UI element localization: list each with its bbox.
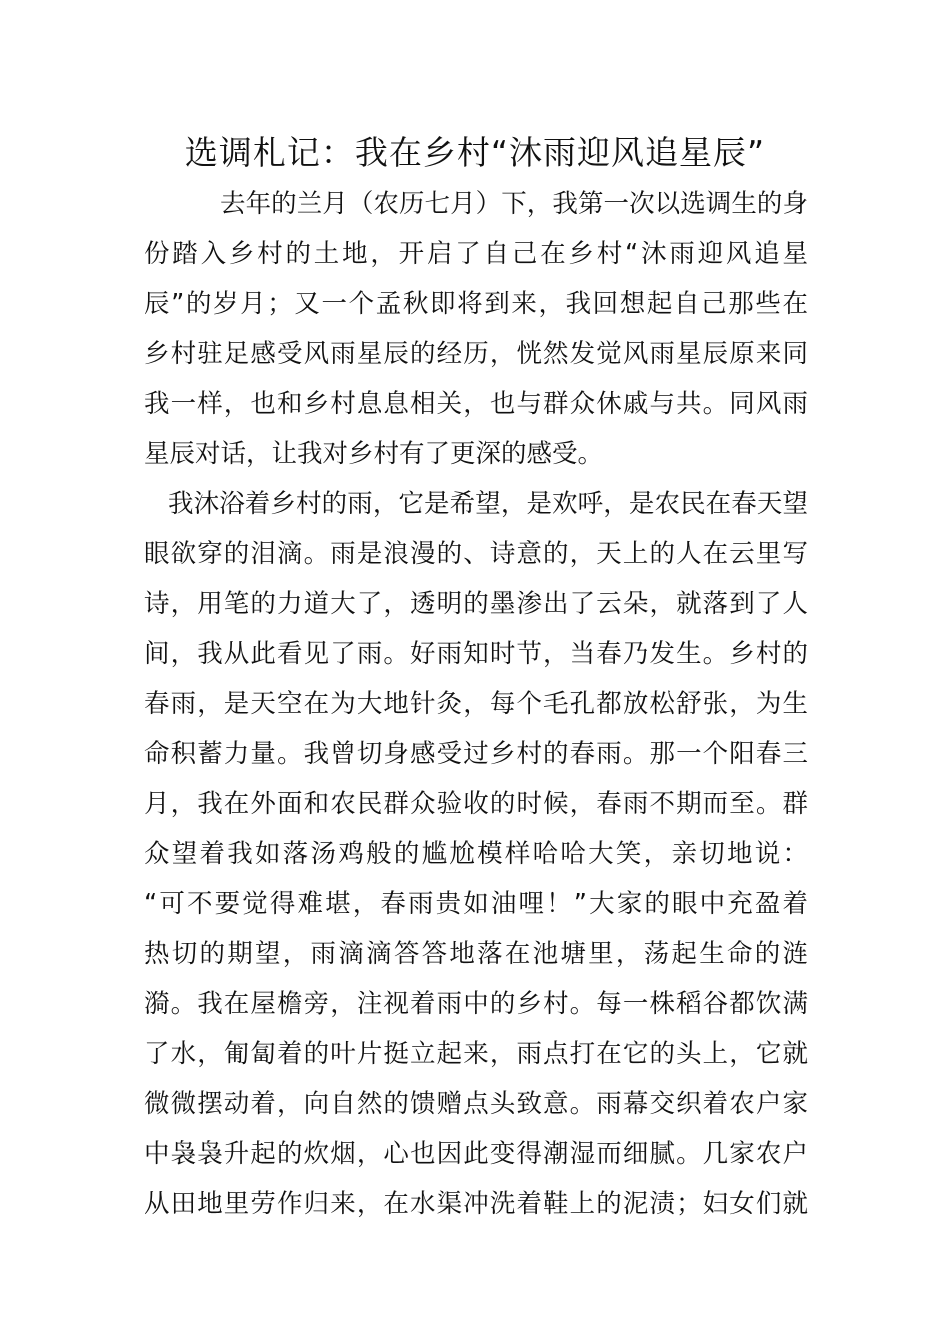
text-line: 份踏入乡村的土地，开启了自己在乡村“沐雨迎风追星 bbox=[144, 239, 808, 269]
text-line: 了水，匍匐着的叶片挺立起来，雨点打在它的头上，它就 bbox=[144, 1039, 808, 1069]
document-body bbox=[144, 179, 808, 1229]
text-line: 命积蓄力量。我曾切身感受过乡村的春雨。那一个阳春三 bbox=[144, 739, 808, 769]
text-line: 月，我在外面和农民群众验收的时候，春雨不期而至。群 bbox=[144, 789, 808, 819]
paragraph-1 bbox=[144, 179, 808, 479]
text-line: 去年的兰月（农历七月）下，我第一次以选调生的身 bbox=[220, 189, 808, 219]
document-title: 选调札记：我在乡村“沐雨迎风追星辰” bbox=[184, 133, 766, 172]
text-line: 众望着我如落汤鸡般的尴尬模样哈哈大笑，亲切地说： bbox=[144, 839, 808, 869]
text-line: 乡村驻足感受风雨星辰的经历，恍然发觉风雨星辰原来同 bbox=[144, 339, 808, 369]
text-line: 诗，用笔的力道大了，透明的墨渗出了云朵，就落到了人 bbox=[144, 589, 808, 619]
text-line: 眼欲穿的泪滴。雨是浪漫的、诗意的，天上的人在云里写 bbox=[144, 539, 808, 569]
paragraph-2 bbox=[144, 479, 808, 1229]
text-line: “可不要觉得难堪，春雨贵如油哩！”大家的眼中充盈着 bbox=[144, 889, 808, 919]
text-line: 热切的期望，雨滴滴答答地落在池塘里，荡起生命的涟 bbox=[144, 939, 808, 969]
text-line: 间，我从此看见了雨。好雨知时节，当春乃发生。乡村的 bbox=[144, 639, 808, 669]
text-line: 微微摆动着，向自然的馈赠点头致意。雨幕交织着农户家 bbox=[144, 1089, 808, 1119]
text-line: 从田地里劳作归来，在水渠冲洗着鞋上的泥渍；妇女们就 bbox=[144, 1189, 808, 1219]
text-line: 我一样，也和乡村息息相关，也与群众休戚与共。同风雨 bbox=[144, 389, 808, 419]
text-line: 春雨，是天空在为大地针灸，每个毛孔都放松舒张，为生 bbox=[144, 689, 808, 719]
text-line: 星辰对话，让我对乡村有了更深的感受。 bbox=[144, 439, 604, 469]
text-line: 辰”的岁月；又一个孟秋即将到来，我回想起自己那些在 bbox=[144, 289, 808, 319]
text-line: 我沐浴着乡村的雨，它是希望，是欢呼，是农民在春天望 bbox=[168, 489, 808, 519]
text-line: 漪。我在屋檐旁，注视着雨中的乡村。每一株稻谷都饮满 bbox=[144, 989, 808, 1019]
text-line: 中袅袅升起的炊烟，心也因此变得潮湿而细腻。几家农户 bbox=[144, 1139, 808, 1169]
